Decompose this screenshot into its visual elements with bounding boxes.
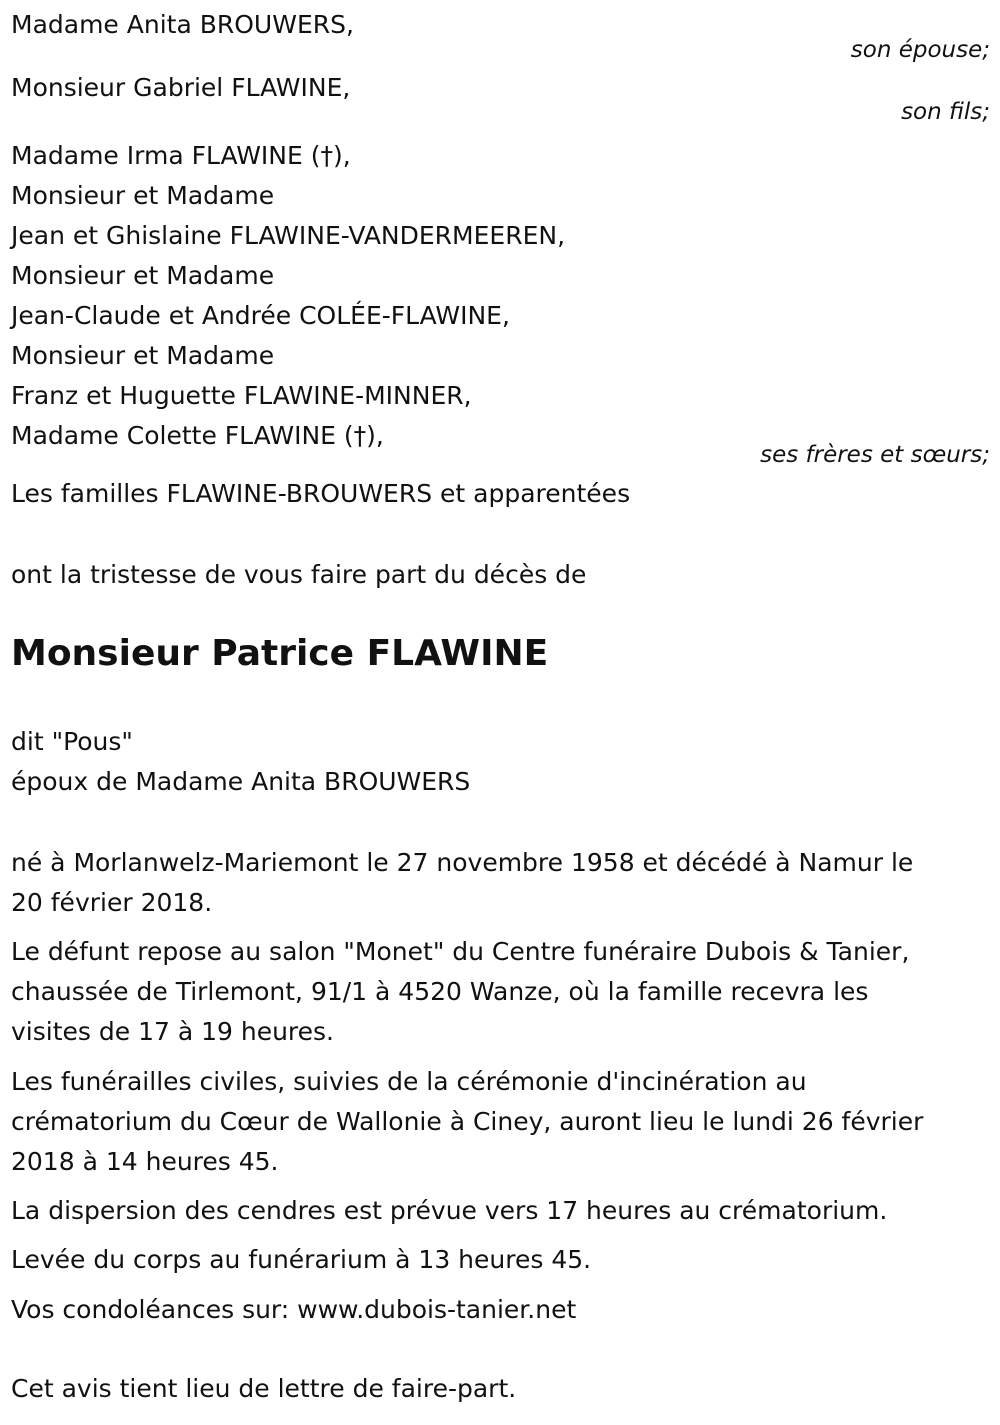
son-name: Monsieur Gabriel FLAWINE, bbox=[11, 73, 351, 102]
funeral-line: crématorium du Cœur de Wallonie à Ciney, auront lieu le lundi 26 février bbox=[11, 1107, 924, 1136]
sibling-line: Franz et Huguette FLAWINE-MINNER, bbox=[11, 381, 472, 410]
funeral-line: 2018 à 14 heures 45. bbox=[11, 1147, 279, 1176]
families-line: Les familles FLAWINE-BROUWERS et apparentées bbox=[11, 479, 631, 508]
sibling-line: Monsieur et Madame bbox=[11, 181, 275, 210]
sibling-line: Madame Irma FLAWINE (†), bbox=[11, 141, 351, 170]
condolences-line: Vos condoléances sur: www.dubois-tanier.net bbox=[11, 1295, 577, 1324]
sibling-line: Jean et Ghislaine FLAWINE-VANDERMEEREN, bbox=[11, 221, 566, 250]
rest-line: chaussée de Tirlemont, 91/1 à 4520 Wanze, où la famille recevra les bbox=[11, 977, 869, 1006]
funeral-line: Les funérailles civiles, suivies de la cérémonie d'incinération au bbox=[11, 1067, 807, 1096]
spouse-line: époux de Madame Anita BROUWERS bbox=[11, 767, 471, 796]
nickname: dit "Pous" bbox=[11, 727, 133, 756]
rest-paragraph bbox=[11, 932, 986, 1052]
birth-paragraph bbox=[11, 843, 986, 923]
sibling-line: Jean-Claude et Andrée COLÉE-FLAWINE, bbox=[11, 301, 510, 330]
rest-line: Le défunt repose au salon "Monet" du Centre funéraire Dubois & Tanier, bbox=[11, 937, 910, 966]
wife-role: son épouse; bbox=[850, 37, 990, 63]
siblings-role: ses frères et sœurs; bbox=[760, 442, 990, 468]
announcement: ont la tristesse de vous faire part du décès de bbox=[11, 560, 587, 589]
levee-line: Levée du corps au funérarium à 13 heures 45. bbox=[11, 1245, 592, 1274]
dispersion-line: La dispersion des cendres est prévue vers 17 heures au crématorium. bbox=[11, 1196, 888, 1225]
rest-line: visites de 17 à 19 heures. bbox=[11, 1017, 334, 1046]
closing-line: Cet avis tient lieu de lettre de faire-part. bbox=[11, 1374, 517, 1403]
dispersion-paragraph bbox=[11, 1191, 986, 1231]
funeral-paragraph bbox=[11, 1062, 986, 1182]
sibling-line: Madame Colette FLAWINE (†), bbox=[11, 421, 384, 450]
son-role: son fils; bbox=[901, 99, 990, 125]
siblings-list bbox=[11, 136, 565, 456]
sibling-line: Monsieur et Madame bbox=[11, 341, 275, 370]
birth-line: né à Morlanwelz-Mariemont le 27 novembre 1958 et décédé à Namur le bbox=[11, 848, 914, 877]
sibling-line: Monsieur et Madame bbox=[11, 261, 275, 290]
levee-paragraph bbox=[11, 1240, 986, 1280]
condolences-paragraph bbox=[11, 1290, 986, 1330]
birth-line: 20 février 2018. bbox=[11, 888, 213, 917]
deceased-name: Monsieur Patrice FLAWINE bbox=[11, 633, 549, 674]
wife-name: Madame Anita BROUWERS, bbox=[11, 10, 354, 39]
